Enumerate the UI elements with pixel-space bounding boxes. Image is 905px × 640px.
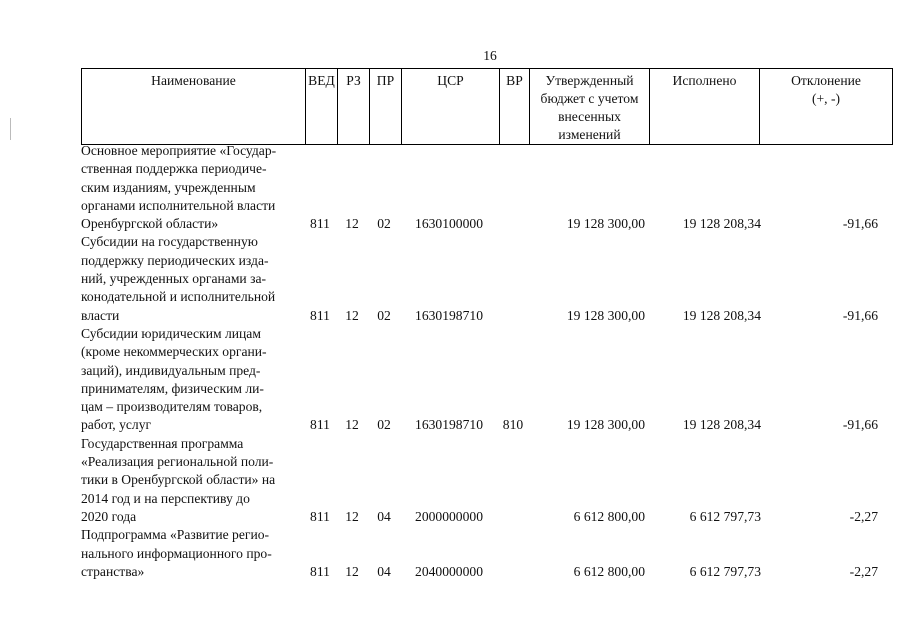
header-name: Наименование [82, 69, 306, 145]
row-ved: 811 [310, 417, 330, 433]
table-body [81, 142, 892, 581]
table-row [81, 233, 892, 324]
table-row [81, 325, 892, 435]
header-csr: ЦСР [402, 69, 500, 145]
row-rz: 12 [345, 216, 359, 232]
row-pr: 04 [377, 563, 391, 579]
row-executed: 6 612 797,73 [689, 563, 761, 579]
row-deviation: -91,66 [842, 216, 878, 232]
row-csr: 2040000000 [415, 563, 483, 579]
row-executed: 19 128 208,34 [682, 417, 761, 433]
header-deviation: Отклонение (+, -) [760, 69, 893, 145]
header-ved: ВЕД [306, 69, 338, 145]
row-vr: 810 [502, 417, 524, 433]
row-name: Подпрограмма «Развитие регио- нального информационного про- странства» [81, 527, 272, 579]
row-deviation: -91,66 [842, 307, 878, 323]
row-name: Субсидии юридическим лицам (кроме некоммерческих органи- заций), индивидуальным пред- принимателям, физическим ли- цам – производителям товаров, работ, услуг [81, 325, 267, 433]
margin-mark [10, 118, 11, 140]
row-name: Государственная программа «Реализация региональной поли- тики в Оренбургской области» на 2014 год и на перспективу до 2020 года [81, 435, 276, 524]
row-pr: 02 [377, 307, 391, 323]
header-pr: ПР [370, 69, 402, 145]
row-executed: 19 128 208,34 [682, 216, 761, 232]
header-vr: ВР [500, 69, 530, 145]
row-ved: 811 [310, 216, 330, 232]
row-ved: 811 [310, 563, 330, 579]
row-csr: 1630198710 [415, 307, 483, 323]
page-number: 16 [483, 48, 497, 63]
row-rz: 12 [345, 508, 359, 524]
table-header [81, 68, 893, 145]
row-budget: 19 128 300,00 [566, 307, 645, 323]
row-name: Субсидии на государственную поддержку периодических изда- ний, учрежденных органами за- конодательной и исполнительной власти [81, 234, 276, 323]
header-budget: Утвержденный бюджет с учетом внесенных изменений [530, 69, 650, 145]
row-csr: 1630100000 [415, 216, 483, 232]
header-rz: РЗ [338, 69, 370, 145]
row-ved: 811 [310, 508, 330, 524]
row-budget: 6 612 800,00 [573, 508, 645, 524]
table-row [81, 526, 892, 581]
table-row [81, 435, 892, 526]
row-budget: 19 128 300,00 [566, 417, 645, 433]
row-pr: 02 [377, 216, 391, 232]
row-budget: 6 612 800,00 [573, 563, 645, 579]
row-pr: 02 [377, 417, 391, 433]
row-name: Основное мероприятие «Государ- ственная поддержка периодиче- ским изданиям, учрежденным органами исполнительной власти Оренбургской области» [81, 143, 277, 232]
row-rz: 12 [345, 417, 359, 433]
row-executed: 19 128 208,34 [682, 307, 761, 323]
row-rz: 12 [345, 563, 359, 579]
row-deviation: -2,27 [849, 563, 878, 579]
row-executed: 6 612 797,73 [689, 508, 761, 524]
row-ved: 811 [310, 307, 330, 323]
row-deviation: -91,66 [842, 417, 878, 433]
row-rz: 12 [345, 307, 359, 323]
row-deviation: -2,27 [849, 508, 878, 524]
header-executed: Исполнено [650, 69, 760, 145]
row-budget: 19 128 300,00 [566, 216, 645, 232]
row-pr: 04 [377, 508, 391, 524]
table-row [81, 142, 892, 233]
row-csr: 1630198710 [415, 417, 483, 433]
row-csr: 2000000000 [415, 508, 483, 524]
